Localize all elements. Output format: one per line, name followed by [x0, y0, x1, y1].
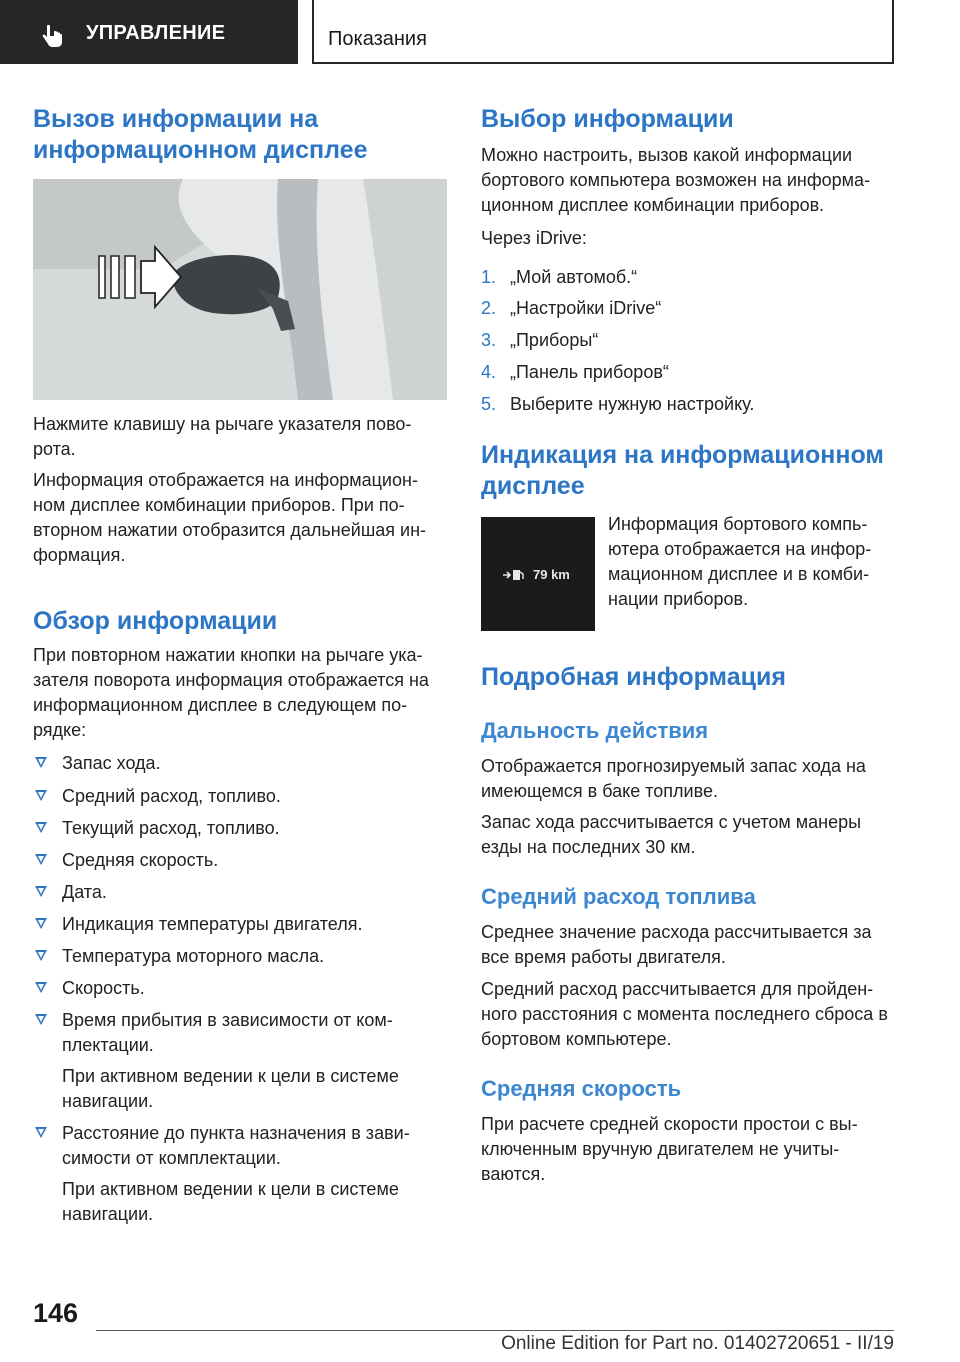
lever-illustration [33, 179, 447, 400]
paragraph-avg-2: Средний расход рассчитывается для пройден-ного расстояния с момента последнего сброса в бортовом компьютере. [481, 979, 888, 1049]
heading-call-info: Вызов информации на информационном дисплее [33, 105, 368, 164]
turn-signal-lever-photo [33, 179, 447, 400]
paragraph-display: Информация бортового компь-ютера отображается на инфор-мационном дисплее и в комби-нации приборов. [608, 514, 872, 609]
sub-note: При активном ведении к цели в системе навигации. [62, 1179, 399, 1224]
subheading-range: Дальность действия [481, 718, 709, 743]
subheading-avg-consumption: Средний расход топлива [481, 884, 756, 909]
triangle-bullet-icon [35, 886, 47, 897]
triangle-bullet-icon [35, 757, 47, 768]
subheading-avg-speed: Средняя скорость [481, 1076, 682, 1101]
footer-divider [96, 1330, 894, 1331]
heading-overview: Обзор информации [33, 607, 278, 635]
section-tab [0, 0, 298, 64]
paragraph-info-display: Информация отображается на информацион-ном дисплее комбинации приборов. При по-вторном нажатии отобразится дальнейшая ин-формация. [33, 470, 427, 565]
photo-caption: Нажмите клавишу на рычаге указателя пово-рота. [33, 414, 412, 459]
via-idrive: Через iDrive: [481, 228, 587, 248]
chapter-label: Показания [328, 28, 427, 50]
triangle-bullet-icon [35, 918, 47, 929]
heading-detail: Подробная информация [481, 663, 786, 691]
triangle-bullet-icon [35, 950, 47, 961]
heading-select-info: Выбор информации [481, 105, 734, 133]
footer-edition: Online Edition for Part no. 01402720651 - II/19 [501, 1333, 894, 1354]
triangle-bullet-icon [35, 854, 47, 865]
range-readout: 79 km [533, 567, 570, 582]
sub-note: При активном ведении к цели в системе навигации. [62, 1066, 399, 1111]
triangle-bullet-icon [35, 790, 47, 801]
triangle-bullet-icon [35, 822, 47, 833]
paragraph-avg-1: Среднее значение расхода рассчитывается за все время работы двигателя. [481, 922, 872, 967]
triangle-bullet-icon [35, 1014, 47, 1025]
info-display-image [481, 517, 595, 631]
paragraph-overview: При повторном нажатии кнопки на рычаге ука-зателя поворота информация отображается на информационном дисплее в следующем по-рядке: [33, 645, 429, 740]
paragraph-range-2: Запас хода рассчитывается с учетом манеры езды на последних 30 км. [481, 812, 862, 857]
triangle-bullet-icon [35, 1127, 47, 1138]
page-number: 146 [33, 1298, 79, 1328]
section-label: УПРАВЛЕНИЕ [86, 22, 226, 44]
heading-display-indication: Индикация на информационном дисплее [481, 441, 884, 500]
hand-pointer-icon [42, 24, 64, 48]
paragraph-avg-speed: При расчете средней скорости простои с вы-ключенным вручную двигателем не учиты-ваются. [481, 1114, 858, 1184]
chapter-header [312, 0, 894, 64]
triangle-bullet-icon [35, 982, 47, 993]
paragraph-select-info: Можно настроить, вызов какой информации бортового компьютера возможен на информа-ционном дисплее комбинации приборов. [481, 145, 871, 215]
range-fuel-icon [503, 569, 525, 581]
paragraph-range-1: Отображается прогнозируемый запас хода на имеющемся в баке топливе. [481, 756, 866, 801]
